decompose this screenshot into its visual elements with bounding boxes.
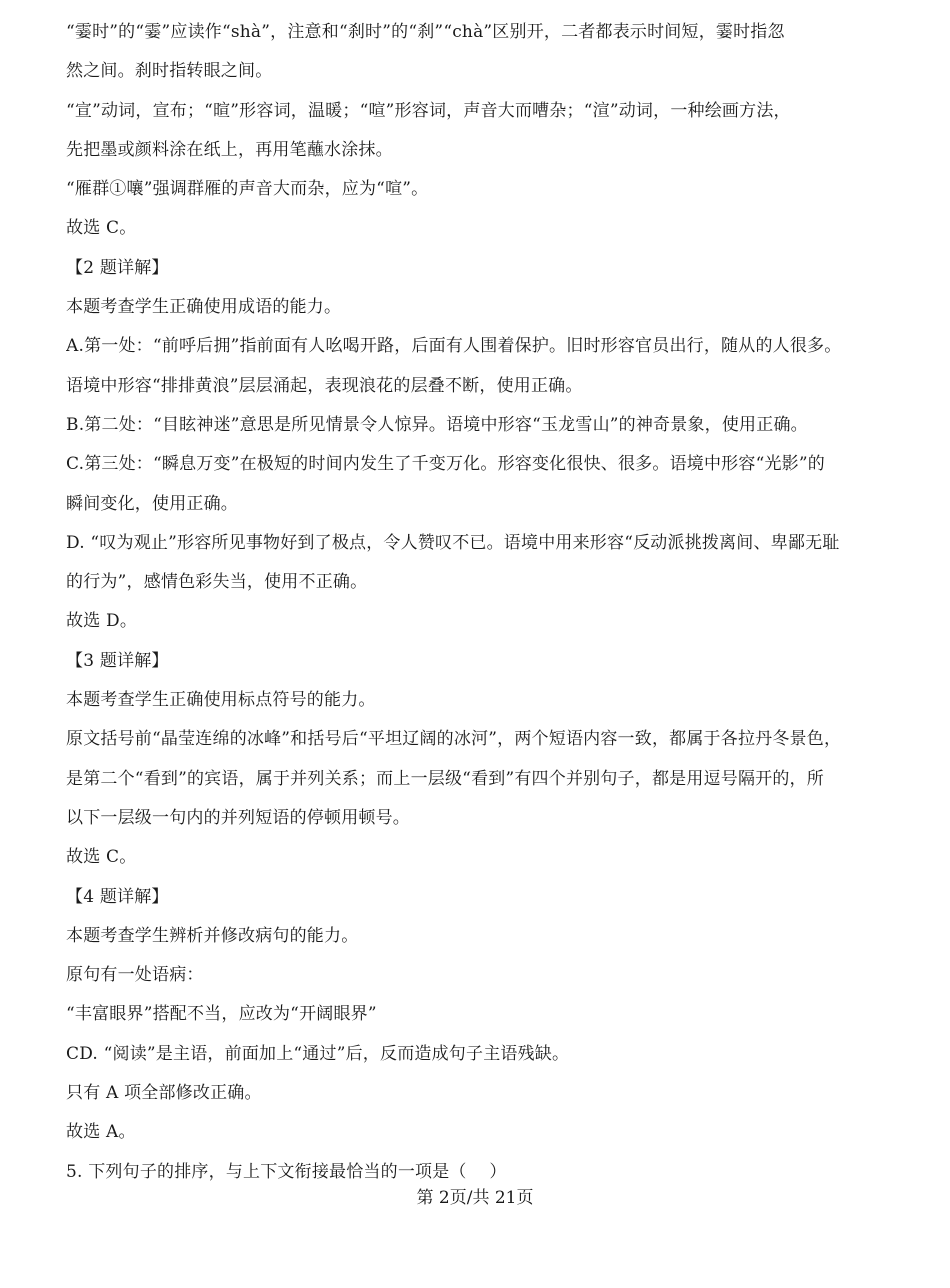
text-line: A.第一处：“前呼后拥”指前面有人吆喝开路，后面有人围着保护。旧时形容官员出行，随从的人很多。 (66, 336, 842, 357)
text-line: “霎时”的“霎”应读作“shà”，注意和“刹时”的“刹”“chà”区别开，二者都表示时间短，霎时指忽 (66, 22, 785, 42)
text-line: 的行为”，感情色彩失当，使用不正确。 (66, 572, 368, 593)
text-line: “雁群①嚷”强调群雁的声音大而杂，应为“喧”。 (66, 179, 429, 200)
section-heading: 【4 题详解】 (66, 886, 169, 907)
page-footer: 第 2页/共 21页 (416, 1188, 534, 1208)
answer-line: 故选 D。 (66, 611, 138, 632)
section-heading: 【2 题详解】 (66, 257, 169, 278)
question-line: 5. 下列句子的排序，与上下文衔接最恰当的一项是（ ） (66, 1161, 507, 1182)
text-line: 本题考查学生正确使用标点符号的能力。 (66, 690, 376, 711)
text-line: 以下一层级一句内的并列短语的停顿用顿号。 (66, 807, 410, 828)
text-line: C.第三处：“瞬息万变”在极短的时间内发生了千变万化。形容变化很快、很多。语境中形容“光影”的 (66, 454, 825, 475)
text-line: 是第二个“看到”的宾语，属于并列关系；而上一层级“看到”有四个并别句子，都是用逗号隔开的，所 (66, 768, 824, 789)
text-line: 只有 A 项全部修改正确。 (66, 1083, 262, 1104)
text-line: 语境中形容“排排黄浪”层层涌起，表现浪花的层叠不断，使用正确。 (66, 375, 583, 396)
text-line: “宣”动词，宣布；“暄”形容词，温暖；“喧”形容词，声音大而嘈杂；“渲”动词，一种绘画方法， (66, 100, 791, 121)
text-line: 本题考查学生辨析并修改病句的能力。 (66, 925, 359, 946)
text-line: 原文括号前“晶莹连绵的冰峰”和括号后“平坦辽阔的冰河”，两个短语内容一致，都属于各拉丹冬景色， (66, 729, 842, 750)
text-line: CD. “阅读”是主语，前面加上“通过”后，反而造成句子主语残缺。 (66, 1043, 570, 1064)
text-line: 本题考查学生正确使用成语的能力。 (66, 297, 342, 318)
text-line: 瞬间变化，使用正确。 (66, 493, 238, 514)
text-line: 原句有一处语病： (66, 965, 204, 986)
text-line: 先把墨或颜料涂在纸上，再用笔蘸水涂抹。 (66, 139, 393, 160)
document-body (66, 13, 896, 1192)
text-line: 然之间。刹时指转眼之间。 (66, 61, 273, 82)
answer-line: 故选 C。 (66, 847, 137, 868)
text-line: B.第二处：“目眩神迷”意思是所见情景令人惊异。语境中形容“玉龙雪山”的神奇景象，使用正确。 (66, 414, 808, 435)
text-line: “丰富眼界”搭配不当，应改为“开阔眼界” (66, 1004, 377, 1025)
answer-line: 故选 A。 (66, 1122, 136, 1143)
text-line: D. “叹为观止”形容所见事物好到了极点，令人赞叹不已。语境中用来形容“反动派挑拨离间、卑鄙无耻 (66, 532, 840, 553)
section-heading: 【3 题详解】 (66, 650, 169, 671)
answer-line: 故选 C。 (66, 218, 137, 239)
